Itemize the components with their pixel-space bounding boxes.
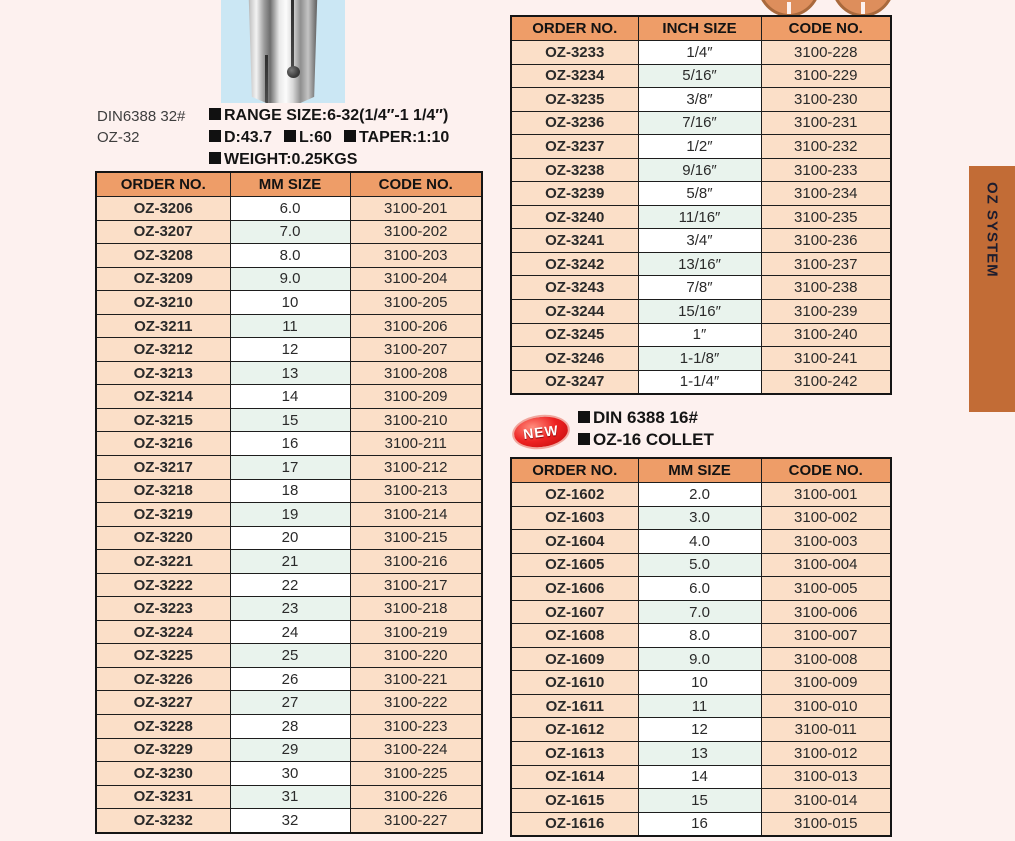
oz32-spec-list [209,105,449,171]
table-row [96,456,482,480]
order-no-cell: OZ-3207 [96,220,230,244]
code-no-cell: 3100-231 [761,111,891,135]
size-cell: 11 [230,314,350,338]
spec-text: D:43.7 [224,129,273,146]
size-cell: 8.0 [230,244,350,268]
column-header: INCH SIZE [638,16,761,41]
collet-slit [291,0,294,70]
size-cell: 11 [638,694,761,718]
table-row [511,182,891,206]
table-row [511,600,891,624]
code-no-cell: 3100-227 [350,809,482,833]
order-no-cell: OZ-3216 [96,432,230,456]
code-no-cell: 3100-233 [761,158,891,182]
code-no-cell: 3100-001 [761,483,891,507]
table-row [96,809,482,833]
order-no-cell: OZ-3237 [511,135,638,159]
order-no-cell: OZ-3223 [96,597,230,621]
order-no-cell: OZ-3208 [96,244,230,268]
size-cell: 28 [230,715,350,739]
code-no-cell: 3100-226 [350,785,482,809]
code-no-cell: 3100-212 [350,456,482,480]
order-no-cell: OZ-3221 [96,550,230,574]
table-row [96,526,482,550]
size-cell: 32 [230,809,350,833]
code-no-cell: 3100-216 [350,550,482,574]
size-cell: 16 [638,812,761,836]
order-no-cell: OZ-3240 [511,205,638,229]
spec-text: TAPER:1:10 [358,129,450,146]
spec-text: DIN 6388 16# [593,408,698,427]
product-photo [221,0,345,103]
table-row [511,530,891,554]
code-no-cell: 3100-012 [761,742,891,766]
table-row [511,671,891,695]
code-no-cell: 3100-005 [761,577,891,601]
code-no-cell: 3100-240 [761,323,891,347]
order-no-cell: OZ-3232 [96,809,230,833]
code-no-cell: 3100-238 [761,276,891,300]
square-bullet-icon [284,130,296,142]
order-no-cell: OZ-3233 [511,41,638,65]
size-cell: 16 [230,432,350,456]
square-bullet-icon [578,433,590,445]
order-no-cell: OZ-3217 [96,456,230,480]
table-row [511,718,891,742]
order-no-cell: OZ-3226 [96,667,230,691]
square-bullet-icon [344,130,356,142]
new-badge [510,412,572,453]
table-row [511,647,891,671]
table-row [96,738,482,762]
code-no-cell: 3100-002 [761,506,891,530]
column-header: MM SIZE [638,458,761,483]
column-header: ORDER NO. [511,458,638,483]
size-cell: 7/8″ [638,276,761,300]
size-cell: 31 [230,785,350,809]
table-row [96,550,482,574]
oz-system-tab [969,166,1015,412]
order-no-cell: OZ-3209 [96,267,230,291]
table-row [96,644,482,668]
code-no-cell: 3100-013 [761,765,891,789]
size-cell: 19 [230,503,350,527]
size-cell: 27 [230,691,350,715]
size-cell: 2.0 [638,483,761,507]
order-no-cell: OZ-3220 [96,526,230,550]
code-no-cell: 3100-003 [761,530,891,554]
code-no-cell: 3100-004 [761,553,891,577]
table-row [511,88,891,112]
code-no-cell: 3100-006 [761,600,891,624]
table-row [511,506,891,530]
order-no-cell: OZ-3238 [511,158,638,182]
size-cell: 4.0 [638,530,761,554]
size-cell: 7.0 [230,220,350,244]
table-row [96,691,482,715]
code-no-cell: 3100-232 [761,135,891,159]
order-no-cell: OZ-3234 [511,64,638,88]
code-no-cell: 3100-007 [761,624,891,648]
table-row [96,503,482,527]
table-row [511,370,891,394]
order-no-cell: OZ-3244 [511,300,638,324]
table-row [96,220,482,244]
column-header: MM SIZE [230,172,350,197]
model-label [97,106,185,148]
order-no-cell: OZ-3212 [96,338,230,362]
order-no-cell: OZ-3245 [511,323,638,347]
oz32-mm-table [95,171,483,834]
spec-line [578,407,714,429]
square-bullet-icon [578,411,590,423]
table-row [96,361,482,385]
spec-line [209,127,449,149]
code-no-cell: 3100-207 [350,338,482,362]
order-no-cell: OZ-3215 [96,408,230,432]
order-no-cell: OZ-1609 [511,647,638,671]
code-no-cell: 3100-202 [350,220,482,244]
table-row [511,252,891,276]
oz32-inch-table [510,15,892,395]
code-no-cell: 3100-009 [761,671,891,695]
size-cell: 20 [230,526,350,550]
table-row [96,267,482,291]
order-no-cell: OZ-3229 [96,738,230,762]
code-no-cell: 3100-215 [350,526,482,550]
table-row [96,291,482,315]
order-no-cell: OZ-3214 [96,385,230,409]
new-badge-label: NEW [522,421,560,443]
table-row [96,667,482,691]
code-no-cell: 3100-220 [350,644,482,668]
size-cell: 1/2″ [638,135,761,159]
order-no-cell: OZ-3241 [511,229,638,253]
code-no-cell: 3100-241 [761,347,891,371]
size-cell: 12 [638,718,761,742]
code-no-cell: 3100-209 [350,385,482,409]
code-no-cell: 3100-206 [350,314,482,338]
size-cell: 5.0 [638,553,761,577]
order-no-cell: OZ-1606 [511,577,638,601]
table-row [511,789,891,813]
size-cell: 6.0 [638,577,761,601]
order-no-cell: OZ-1616 [511,812,638,836]
order-no-cell: OZ-1607 [511,600,638,624]
table-row [511,347,891,371]
collet-slit [265,55,268,103]
order-no-cell: OZ-3243 [511,276,638,300]
order-no-cell: OZ-3228 [96,715,230,739]
code-no-cell: 3100-229 [761,64,891,88]
logo-rings [755,0,895,15]
order-no-cell: OZ-3206 [96,197,230,221]
code-no-cell: 3100-203 [350,244,482,268]
table-row [96,244,482,268]
table-row [96,432,482,456]
order-no-cell: OZ-3210 [96,291,230,315]
order-no-cell: OZ-3227 [96,691,230,715]
code-no-cell: 3100-225 [350,762,482,786]
order-no-cell: OZ-3247 [511,370,638,394]
column-header: ORDER NO. [96,172,230,197]
spec-text: OZ-16 COLLET [593,430,714,449]
collet-image [245,0,321,103]
order-no-cell: OZ-1610 [511,671,638,695]
code-no-cell: 3100-010 [761,694,891,718]
table-row [511,64,891,88]
code-no-cell: 3100-205 [350,291,482,315]
code-no-cell: 3100-015 [761,812,891,836]
code-no-cell: 3100-222 [350,691,482,715]
table-row [511,553,891,577]
table-row [96,385,482,409]
size-cell: 9/16″ [638,158,761,182]
table-row [96,573,482,597]
size-cell: 3.0 [638,506,761,530]
size-cell: 22 [230,573,350,597]
order-no-cell: OZ-1603 [511,506,638,530]
table-row [96,597,482,621]
model-name: OZ-32 [97,129,140,146]
table-row [96,197,482,221]
code-no-cell: 3100-214 [350,503,482,527]
table-row [96,620,482,644]
order-no-cell: OZ-3225 [96,644,230,668]
table-row [511,111,891,135]
code-no-cell: 3100-234 [761,182,891,206]
order-no-cell: OZ-1614 [511,765,638,789]
table-row [511,205,891,229]
column-header: CODE NO. [761,458,891,483]
code-no-cell: 3100-008 [761,647,891,671]
code-no-cell: 3100-219 [350,620,482,644]
size-cell: 9.0 [638,647,761,671]
code-no-cell: 3100-014 [761,789,891,813]
table-row [96,715,482,739]
size-cell: 9.0 [230,267,350,291]
column-header: CODE NO. [761,16,891,41]
table-row [96,479,482,503]
column-header: CODE NO. [350,172,482,197]
size-cell: 24 [230,620,350,644]
column-header: ORDER NO. [511,16,638,41]
code-no-cell: 3100-236 [761,229,891,253]
size-cell: 10 [230,291,350,315]
size-cell: 15 [230,408,350,432]
size-cell: 11/16″ [638,205,761,229]
collet-hole [287,66,300,78]
table-row [511,694,891,718]
order-no-cell: OZ-3231 [96,785,230,809]
logo-ring-icon [757,0,821,15]
spec-text: RANGE SIZE:6-32(1/4″-1 1/4″) [224,107,449,124]
table-row [511,624,891,648]
order-no-cell: OZ-3242 [511,252,638,276]
order-no-cell: OZ-3219 [96,503,230,527]
size-cell: 18 [230,479,350,503]
size-cell: 13 [230,361,350,385]
table-row [511,158,891,182]
spec-text: L:60 [299,129,332,146]
size-cell: 26 [230,667,350,691]
size-cell: 15 [638,789,761,813]
header-row [511,16,891,41]
size-cell: 17 [230,456,350,480]
size-cell: 1″ [638,323,761,347]
order-no-cell: OZ-3230 [96,762,230,786]
code-no-cell: 3100-230 [761,88,891,112]
table-row [511,276,891,300]
header-row [511,458,891,483]
size-cell: 14 [638,765,761,789]
order-no-cell: OZ-1611 [511,694,638,718]
order-no-cell: OZ-3211 [96,314,230,338]
code-no-cell: 3100-210 [350,408,482,432]
size-cell: 1/4″ [638,41,761,65]
code-no-cell: 3100-208 [350,361,482,385]
code-no-cell: 3100-211 [350,432,482,456]
size-cell: 23 [230,597,350,621]
size-cell: 1-1/4″ [638,370,761,394]
size-cell: 14 [230,385,350,409]
size-cell: 25 [230,644,350,668]
order-no-cell: OZ-3224 [96,620,230,644]
order-no-cell: OZ-1604 [511,530,638,554]
logo-ring-icon [831,0,895,15]
table-row [96,762,482,786]
size-cell: 7/16″ [638,111,761,135]
size-cell: 5/16″ [638,64,761,88]
code-no-cell: 3100-217 [350,573,482,597]
size-cell: 5/8″ [638,182,761,206]
table-row [511,742,891,766]
size-cell: 6.0 [230,197,350,221]
oz-system-tab-label: OZ SYSTEM [983,182,1001,278]
square-bullet-icon [209,130,221,142]
code-no-cell: 3100-011 [761,718,891,742]
code-no-cell: 3100-242 [761,370,891,394]
table-row [511,135,891,159]
order-no-cell: OZ-1612 [511,718,638,742]
size-cell: 13 [638,742,761,766]
code-no-cell: 3100-204 [350,267,482,291]
order-no-cell: OZ-3218 [96,479,230,503]
size-cell: 3/4″ [638,229,761,253]
square-bullet-icon [209,152,221,164]
oz16-mm-table [510,457,892,837]
size-cell: 7.0 [638,600,761,624]
code-no-cell: 3100-218 [350,597,482,621]
size-cell: 15/16″ [638,300,761,324]
size-cell: 30 [230,762,350,786]
code-no-cell: 3100-223 [350,715,482,739]
order-no-cell: OZ-3246 [511,347,638,371]
code-no-cell: 3100-201 [350,197,482,221]
code-no-cell: 3100-235 [761,205,891,229]
order-no-cell: OZ-1605 [511,553,638,577]
table-row [511,812,891,836]
model-standard: DIN6388 32# [97,108,186,125]
code-no-cell: 3100-237 [761,252,891,276]
square-bullet-icon [209,108,221,120]
oz16-heading [578,407,714,451]
size-cell: 13/16″ [638,252,761,276]
table-row [511,765,891,789]
order-no-cell: OZ-3235 [511,88,638,112]
size-cell: 1-1/8″ [638,347,761,371]
order-no-cell: OZ-1613 [511,742,638,766]
order-no-cell: OZ-1608 [511,624,638,648]
table-row [511,300,891,324]
size-cell: 3/8″ [638,88,761,112]
code-no-cell: 3100-224 [350,738,482,762]
size-cell: 8.0 [638,624,761,648]
table-row [511,483,891,507]
header-row [96,172,482,197]
code-no-cell: 3100-221 [350,667,482,691]
order-no-cell: OZ-3222 [96,573,230,597]
order-no-cell: OZ-3239 [511,182,638,206]
spec-line [209,105,449,127]
table-row [96,408,482,432]
size-cell: 12 [230,338,350,362]
table-row [96,338,482,362]
table-row [511,229,891,253]
code-no-cell: 3100-228 [761,41,891,65]
table-row [96,314,482,338]
table-row [511,577,891,601]
code-no-cell: 3100-213 [350,479,482,503]
spec-line [209,149,449,171]
spec-text: WEIGHT:0.25KGS [224,151,358,168]
spec-line [578,429,714,451]
size-cell: 29 [230,738,350,762]
table-row [511,323,891,347]
order-no-cell: OZ-3236 [511,111,638,135]
table-row [96,785,482,809]
size-cell: 10 [638,671,761,695]
size-cell: 21 [230,550,350,574]
order-no-cell: OZ-1602 [511,483,638,507]
order-no-cell: OZ-3213 [96,361,230,385]
table-row [511,41,891,65]
order-no-cell: OZ-1615 [511,789,638,813]
code-no-cell: 3100-239 [761,300,891,324]
